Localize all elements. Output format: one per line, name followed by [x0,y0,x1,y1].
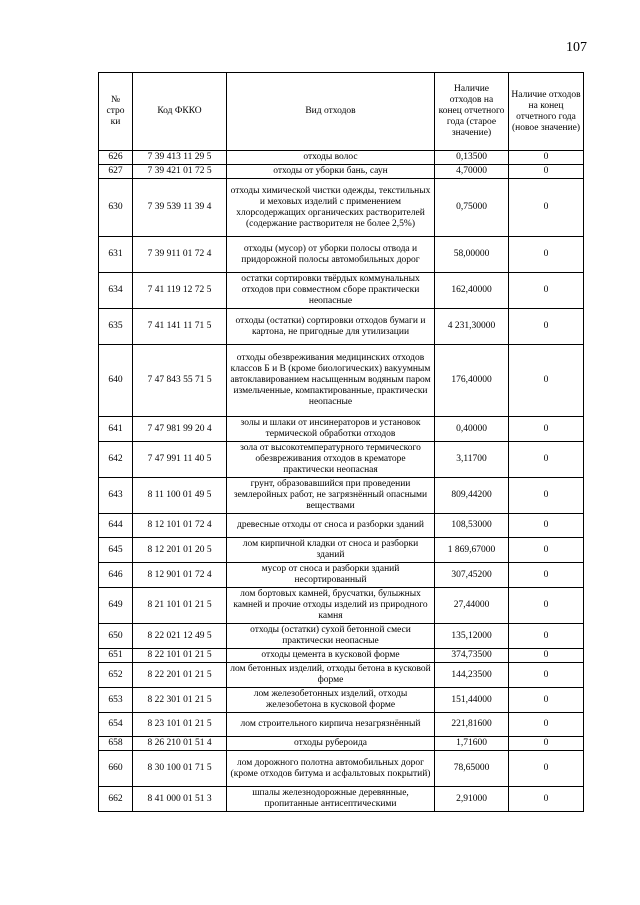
table-row [99,688,584,713]
row-number-cell: 660 [99,751,133,787]
waste-type-cell: грунт, образовавшийся при проведении землеройных работ, не загрязнённый опасными веществами [227,478,435,514]
waste-type-cell: древесные отходы от сноса и разборки зданий [227,514,435,538]
waste-type-cell: отходы рубероида [227,737,435,751]
fkko-code-cell: 7 39 421 01 72 5 [133,165,227,179]
table-row [99,787,584,812]
page-number: 107 [566,40,587,55]
waste-type-cell: лом дорожного полотна автомобильных дорог (кроме отходов битума и асфальтовых покрытий) [227,751,435,787]
amount-old-cell: 108,53000 [435,514,509,538]
table-row [99,713,584,737]
fkko-code-cell: 8 30 100 01 71 5 [133,751,227,787]
fkko-code-cell: 7 39 911 01 72 4 [133,237,227,273]
row-number-cell: 626 [99,151,133,165]
table-row [99,663,584,688]
table-row [99,478,584,514]
amount-old-cell: 27,44000 [435,588,509,624]
row-number-cell: 650 [99,624,133,649]
table-row [99,179,584,237]
table-row [99,442,584,478]
amount-old-cell: 374,73500 [435,649,509,663]
waste-table [98,72,584,812]
fkko-code-cell: 8 12 901 01 72 4 [133,563,227,588]
fkko-code-cell: 8 22 301 01 21 5 [133,688,227,713]
header-amount-new: Наличие отходов на конец отчетного года (новое значение) [509,73,584,151]
table-row [99,165,584,179]
amount-new-cell: 0 [509,309,584,345]
table-row [99,737,584,751]
waste-type-cell: лом бетонных изделий, отходы бетона в кусковой форме [227,663,435,688]
waste-type-cell: лом бортовых камней, брусчатки, булыжных камней и прочие отходы изделий из природного камня [227,588,435,624]
fkko-code-cell: 8 21 101 01 21 5 [133,588,227,624]
waste-type-cell: отходы химической чистки одежды, текстильных и меховых изделий с применением хлорсодержащих органических растворителей (содержание растворителя не более 2,5%) [227,179,435,237]
table-row [99,417,584,442]
waste-type-cell: остатки сортировки твёрдых коммунальных отходов при совместном сборе практически неопасные [227,273,435,309]
table-row [99,624,584,649]
amount-new-cell: 0 [509,442,584,478]
amount-new-cell: 0 [509,538,584,563]
waste-type-cell: лом строительного кирпича незагрязнённый [227,713,435,737]
row-number-cell: 651 [99,649,133,663]
row-number-cell: 662 [99,787,133,812]
amount-old-cell: 0,40000 [435,417,509,442]
table-row [99,514,584,538]
waste-type-cell: отходы цемента в кусковой форме [227,649,435,663]
amount-old-cell: 176,40000 [435,345,509,417]
fkko-code-cell: 8 12 201 01 20 5 [133,538,227,563]
amount-new-cell: 0 [509,179,584,237]
amount-new-cell: 0 [509,563,584,588]
amount-old-cell: 135,12000 [435,624,509,649]
amount-old-cell: 809,44200 [435,478,509,514]
table-row [99,345,584,417]
row-number-cell: 640 [99,345,133,417]
amount-old-cell: 3,11700 [435,442,509,478]
amount-new-cell: 0 [509,345,584,417]
row-number-cell: 652 [99,663,133,688]
waste-type-cell: отходы (мусор) от уборки полосы отвода и придорожной полосы автомобильных дорог [227,237,435,273]
fkko-code-cell: 7 39 539 11 39 4 [133,179,227,237]
amount-new-cell: 0 [509,663,584,688]
row-number-cell: 645 [99,538,133,563]
fkko-code-cell: 8 22 021 12 49 5 [133,624,227,649]
row-number-cell: 641 [99,417,133,442]
amount-old-cell: 4 231,30000 [435,309,509,345]
amount-new-cell: 0 [509,588,584,624]
table-row [99,151,584,165]
amount-new-cell: 0 [509,417,584,442]
fkko-code-cell: 7 47 843 55 71 5 [133,345,227,417]
waste-type-cell: отходы обезвреживания медицинских отходов классов Б и В (кроме биологических) вакуумным автоклавированием насыщенным водяным паром измельченные, компактированные, практически неопасные [227,345,435,417]
waste-type-cell: отходы (остатки) сортировки отходов бумаги и картона, не пригодные для утилизации [227,309,435,345]
fkko-code-cell: 7 41 119 12 72 5 [133,273,227,309]
header-fkko-code: Код ФККО [133,73,227,151]
table-row [99,751,584,787]
waste-type-cell: лом кирпичной кладки от сноса и разборки зданий [227,538,435,563]
waste-type-cell: лом железобетонных изделий, отходы железобетона в кусковой форме [227,688,435,713]
amount-old-cell: 221,81600 [435,713,509,737]
amount-new-cell: 0 [509,237,584,273]
amount-new-cell: 0 [509,649,584,663]
amount-new-cell: 0 [509,478,584,514]
row-number-cell: 658 [99,737,133,751]
amount-old-cell: 58,00000 [435,237,509,273]
row-number-cell: 649 [99,588,133,624]
amount-new-cell: 0 [509,751,584,787]
row-number-cell: 635 [99,309,133,345]
table-row [99,649,584,663]
waste-type-cell: отходы (остатки) сухой бетонной смеси практически неопасные [227,624,435,649]
fkko-code-cell: 8 26 210 01 51 4 [133,737,227,751]
table-header-row [99,73,584,151]
amount-old-cell: 4,70000 [435,165,509,179]
amount-old-cell: 0,75000 [435,179,509,237]
fkko-code-cell: 8 11 100 01 49 5 [133,478,227,514]
row-number-cell: 642 [99,442,133,478]
fkko-code-cell: 8 23 101 01 21 5 [133,713,227,737]
row-number-cell: 631 [99,237,133,273]
fkko-code-cell: 7 47 981 99 20 4 [133,417,227,442]
fkko-code-cell: 8 22 201 01 21 5 [133,663,227,688]
table-row [99,563,584,588]
amount-old-cell: 0,13500 [435,151,509,165]
row-number-cell: 630 [99,179,133,237]
amount-old-cell: 1,71600 [435,737,509,751]
table-row [99,538,584,563]
table-row [99,588,584,624]
header-row-number: № стро ки [99,73,133,151]
amount-new-cell: 0 [509,165,584,179]
header-waste-type: Вид отходов [227,73,435,151]
row-number-cell: 643 [99,478,133,514]
fkko-code-cell: 8 22 101 01 21 5 [133,649,227,663]
amount-old-cell: 307,45200 [435,563,509,588]
amount-new-cell: 0 [509,737,584,751]
fkko-code-cell: 7 41 141 11 71 5 [133,309,227,345]
waste-type-cell: мусор от сноса и разборки зданий несортированный [227,563,435,588]
waste-type-cell: шпалы железнодорожные деревянные, пропитанные антисептическими [227,787,435,812]
amount-old-cell: 151,44000 [435,688,509,713]
amount-new-cell: 0 [509,151,584,165]
row-number-cell: 653 [99,688,133,713]
amount-new-cell: 0 [509,624,584,649]
row-number-cell: 627 [99,165,133,179]
fkko-code-cell: 8 12 101 01 72 4 [133,514,227,538]
amount-new-cell: 0 [509,514,584,538]
fkko-code-cell: 8 41 000 01 51 3 [133,787,227,812]
fkko-code-cell: 7 39 413 11 29 5 [133,151,227,165]
row-number-cell: 646 [99,563,133,588]
amount-old-cell: 144,23500 [435,663,509,688]
amount-new-cell: 0 [509,787,584,812]
fkko-code-cell: 7 47 991 11 40 5 [133,442,227,478]
waste-type-cell: зола от высокотемпературного термического обезвреживания отходов в крематоре практически неопасная [227,442,435,478]
table-row [99,237,584,273]
row-number-cell: 644 [99,514,133,538]
row-number-cell: 654 [99,713,133,737]
amount-old-cell: 78,65000 [435,751,509,787]
amount-new-cell: 0 [509,273,584,309]
amount-old-cell: 1 869,67000 [435,538,509,563]
table-body [99,151,584,812]
waste-type-cell: золы и шлаки от инсинераторов и установок термической обработки отходов [227,417,435,442]
row-number-cell: 634 [99,273,133,309]
amount-old-cell: 162,40000 [435,273,509,309]
header-amount-old: Наличие отходов на конец отчетного года (старое значение) [435,73,509,151]
amount-new-cell: 0 [509,688,584,713]
waste-type-cell: отходы волос [227,151,435,165]
amount-old-cell: 2,91000 [435,787,509,812]
table-row [99,309,584,345]
table-row [99,273,584,309]
waste-type-cell: отходы от уборки бань, саун [227,165,435,179]
amount-new-cell: 0 [509,713,584,737]
